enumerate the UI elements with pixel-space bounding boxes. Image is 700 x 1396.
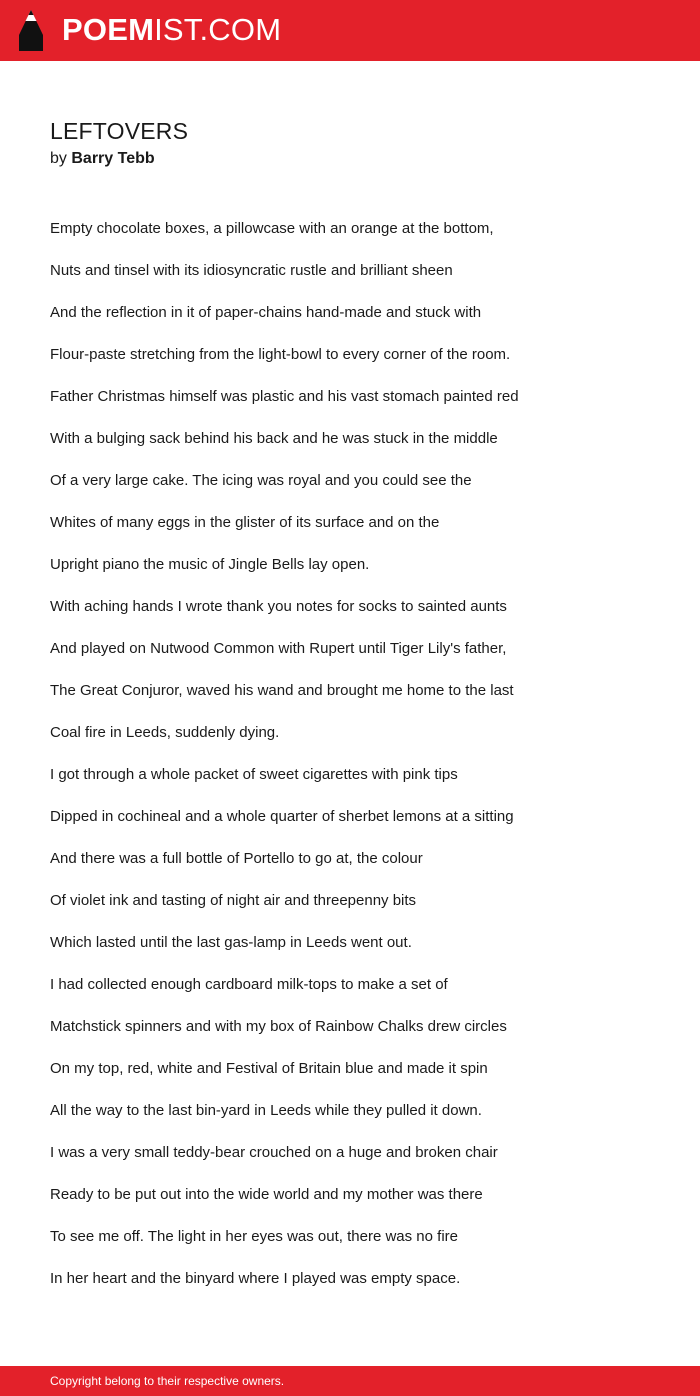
poem-line: Which lasted until the last gas-lamp in Leeds went out. (50, 934, 412, 951)
pencil-icon[interactable] (17, 9, 45, 53)
poem-line: Father Christmas himself was plastic and his vast stomach painted red (50, 388, 519, 405)
poem-line: And the reflection in it of paper-chains hand-made and stuck with (50, 304, 482, 321)
poem-line: All the way to the last bin-yard in Leeds while they pulled it down. (50, 1102, 482, 1119)
poem-line: The Great Conjuror, waved his wand and brought me home to the last (50, 682, 514, 699)
logo-bold-text: POEM (62, 12, 155, 47)
logo-light-text: IST.COM (154, 12, 282, 47)
copyright-text: Copyright belong to their respective owners. (50, 1374, 285, 1388)
author-name: Barry Tebb (71, 150, 155, 167)
poem-line: Coal fire in Leeds, suddenly dying. (50, 724, 280, 741)
by-label: by (50, 150, 67, 167)
site-header (0, 0, 700, 61)
poem-line: Ready to be put out into the wide world and my mother was there (50, 1186, 483, 1203)
poem-line: And there was a full bottle of Portello to go at, the colour (50, 850, 423, 867)
poem-line: With a bulging sack behind his back and he was stuck in the middle (50, 430, 498, 447)
poem-line: I got through a whole packet of sweet cigarettes with pink tips (50, 766, 458, 783)
poem-line: And played on Nutwood Common with Rupert until Tiger Lily's father, (50, 640, 507, 657)
poem-line: Nuts and tinsel with its idiosyncratic rustle and brilliant sheen (50, 262, 453, 279)
poem-line: Matchstick spinners and with my box of Rainbow Chalks drew circles (50, 1018, 507, 1035)
poem-title: LEFTOVERS (50, 118, 189, 144)
site-logo[interactable] (62, 12, 281, 48)
byline (50, 149, 155, 169)
poem-line: I was a very small teddy-bear crouched on a huge and broken chair (50, 1144, 498, 1161)
poem-line: Upright piano the music of Jingle Bells lay open. (50, 556, 370, 573)
poem-line: Whites of many eggs in the glister of its surface and on the (50, 514, 440, 531)
poem-line: Flour-paste stretching from the light-bowl to every corner of the room. (50, 346, 511, 363)
poem-line: With aching hands I wrote thank you notes for socks to sainted aunts (50, 598, 507, 615)
poem-line: Empty chocolate boxes, a pillowcase with an orange at the bottom, (50, 220, 494, 237)
site-footer (0, 1366, 700, 1396)
poem-line: To see me off. The light in her eyes was out, there was no fire (50, 1228, 458, 1245)
poem-line: I had collected enough cardboard milk-tops to make a set of (50, 976, 448, 993)
poem-line: Of violet ink and tasting of night air and threepenny bits (50, 892, 417, 909)
poem-line: On my top, red, white and Festival of Britain blue and made it spin (50, 1060, 488, 1077)
poem-body (50, 218, 670, 1310)
poem-line: In her heart and the binyard where I played was empty space. (50, 1270, 461, 1287)
poem-line: Dipped in cochineal and a whole quarter of sherbet lemons at a sitting (50, 808, 514, 825)
poem-line: Of a very large cake. The icing was royal and you could see the (50, 472, 472, 489)
